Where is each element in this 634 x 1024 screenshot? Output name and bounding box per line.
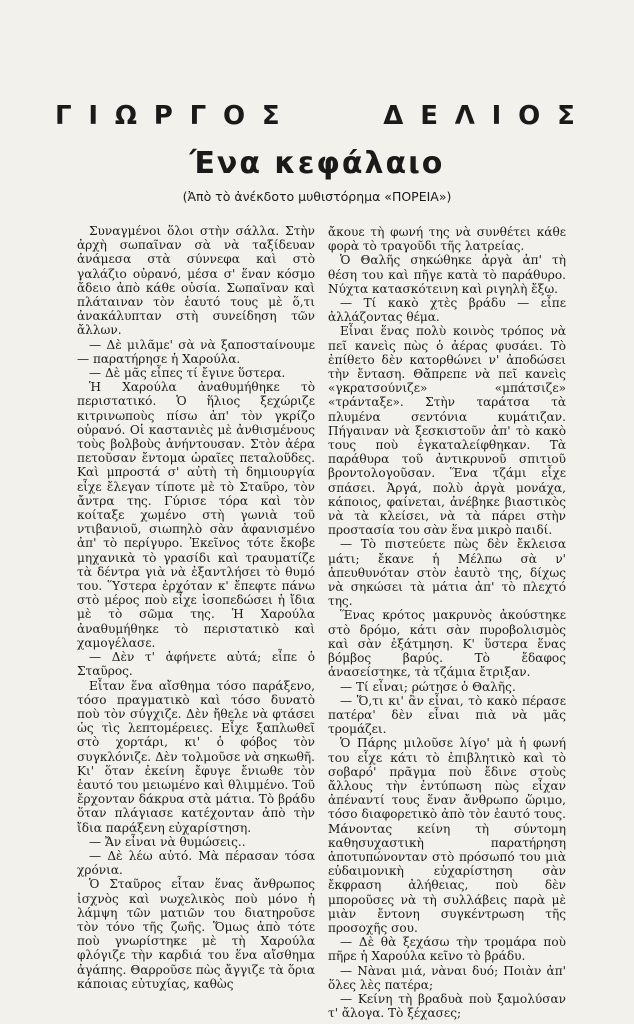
- paragraph: — Ἄν εἶναι νὰ θυμώσεις..: [89, 834, 246, 849]
- author-letter: Ρ: [153, 101, 173, 131]
- paragraph: Συναγμένοι ὅλοι στὴν σάλλα. Στὴν ἀρχὴ σωπαῖναν σὰ νὰ ταξίδευαν ἀνάμεσα στὰ σύννεφα καὶ στὸ γαλάζιο οὐρανό, μέσα σ' ἕναν κόσμο ἄδειο ἀπὸ κάθε οὐσία. Σωπαῖναν καὶ πλάταιναν τὸν ἑαυτό τους μὲ ὅ,τι ἀνακάλυπταν στὴ συνείδηση τῶν ἄλλων.: [77, 224, 315, 338]
- author-letter: Δ: [383, 101, 404, 131]
- paragraph: Ὁ Θαλῆς σηκώθηκε ἀργὰ ἀπ' τὴ θέση του καὶ πῆγε κατὰ τὸ παράθυρο. Νύχτα κατασκότεινη καὶ ριγηλὴ ἔξω.: [328, 253, 566, 296]
- paragraph: ἄκουε τὴ φωνή της νὰ συνθέτει κάθε φορὰ τὸ τραγοῦδι τῆς λατρείας.: [328, 225, 566, 254]
- paragraph: — Νὰναι μιά, νὰναι δυό; Ποιὰν ἀπ' ὅλες λὲς πατέρα;: [328, 963, 566, 992]
- paragraph: Εἶναι ἕνας πολὺ κοινὸς τρόπος νὰ πεῖ κανεὶς πὼς ὁ ἀέρας φυσάει. Τὸ ἐπίθετο δὲν κατορθώνει ν' ἀποδώσει τὴν ἔνταση. Θἄπρεπε νὰ πεῖ κανεὶς «γκρατσούνιζε» «μπάτσιζε» «τράνταξε». Στὴν ταράτσα τὰ πλυμένα σεντόνια κυμάτιζαν. Πήγαιναν νὰ ξεσκιστοῦν ἀπ' τὸ κακὸ τους ποὺ ἐγκαταλείφθηκαν. Τὰ παράθυρα τοῦ ἀντικρυνοῦ σπιτιοῦ βροντολογοῦσαν. Ἕνα τζάμι εἶχε σπάσει. Ἀργά, πολὺ ἀργὰ μονάχα, κάποιος, φαίνεται, ἀνέβηκε βιαστικὸς νὰ τὰ κλείσει, νὰ τὰ πάρει στὴν προστασία του σὰν ἕνα μικρὸ παιδί.: [328, 324, 566, 538]
- author-letter: Σ: [261, 101, 280, 131]
- paragraph: Εἶταν ἕνα αἴσθημα τόσο παράξενο, τόσο πραγματικὸ καὶ τόσο δυνατὸ ποὺ τὸν σύγχιζε. Δὲν ἤθελε νὰ φτάσει ὡς τὶς λεπτομέρειες. Εἶχε ξαπλωθεῖ στὸ χορτάρι, κι' ὁ φόβος τὸν συγκλόνιζε. Δὲν τολμοῦσε νὰ σηκωθῆ. Κι' ὅταν ἐκείνη ἔφυγε ἔνιωθε τὸν ἑαυτό του μειωμένο καὶ θλιμμένο. Τοῦ ἔρχονταν δάκρυα στὰ μάτια. Τὸ βράδυ ὅταν πλάγιασε κατέχονταν ἀπὸ τὴν ἴδια παράξενη εὐχαρίστηση.: [77, 678, 315, 835]
- author-name: [55, 101, 575, 131]
- author-letter: Ε: [420, 101, 438, 131]
- paragraph: — Δὲ λέω αὐτό. Μὰ πέρασαν τόσα χρόνια.: [77, 848, 315, 878]
- paragraph: — Τί κακὸ χτὲς βράδυ — εἶπε ἀλλάζοντας θέμα.: [328, 296, 566, 325]
- author-letter: Λ: [454, 101, 475, 131]
- paragraph: — Δὲ μιλᾶμε' σὰ νὰ ξαποσταίνουμε— παρατήρησε ἡ Χαρούλα.: [77, 337, 315, 366]
- author-letter: Ι: [88, 101, 99, 131]
- author-letter: Ι: [491, 101, 502, 131]
- paragraph: — Τί εἶναι; ρώτησε ὁ Θαλῆς.: [340, 679, 516, 694]
- paragraph: — Κείνη τὴ βραδυὰ ποὺ ξαμολύσαν τ' ἄλογα. Τὸ ξέχασες;: [328, 991, 566, 1021]
- author-letter: Ο: [223, 101, 246, 131]
- paragraph: — Δὲ μᾶς εἶπες τί ἔγινε ὕστερα.: [89, 366, 286, 381]
- author-letter: Γ: [189, 101, 207, 131]
- author-letter: Γ: [55, 101, 72, 131]
- author-letter: Σ: [557, 101, 575, 131]
- author-letter: Ω: [114, 101, 137, 131]
- paragraph: — Ὅ,τι κι' ἂν εἶναι, τὸ κακὸ πέρασε πατέρα' δὲν εἶναι πιὰ νὰ μᾶς τρομάζει.: [328, 693, 566, 737]
- paragraph: Ἕνας κρότος μακρυνὸς ἀκούστηκε στὸ δρόμο, κάτι σὰν πυροβολισμὸς καὶ σὰν ἐξάτμηση. Κ' ὕστερα ἕνας βόμβος βαρύς. Τὸ ἔδαφος ἀνασείστηκε, τὰ τζάμια ἔτριξαν.: [328, 608, 566, 680]
- paragraph: Ὁ Πάρης μιλοῦσε λίγο' μὰ ἡ φωνή του εἶχε κάτι τὸ ἐπιβλητικὸ καὶ τὸ σοβαρό' πρᾶγμα ποὺ ἔδινε στοὺς ἄλλους τὴν ἐντύπωση πὼς εἶχαν ἀπέναντί τους ἕναν ἄνθρωπο ὥριμο, τόσο διαφορετικὸ ἀπὸ τὸν ἑαυτό τους. Μάνοντας κείνη τὴ σύντομη καθησυχαστικὴ παρατήρηση ἀποτυπώνονταν στὸ πρόσωπό του μιὰ εὐδαιμονικὴ εὐχαρίστηση σὰν ἔκφραση ἀλήθειας, ποὺ δὲν μποροῦσες νὰ τὴ συλλάβεις παρὰ μὲ μιὰν ἔντονη συγκέντρωση τῆς προσοχῆς σου.: [328, 736, 566, 935]
- paragraph: — Δὲ θὰ ξεχάσω τὴν τρομάρα ποὺ πῆρε ἡ Χαρούλα κεῖνο τὸ βράδυ.: [328, 935, 566, 964]
- paragraph: Ὁ Σταῦρος εἶταν ἕνας ἄνθρωπος ἰσχνὸς καὶ νωχελικὸς ποὺ μόνο ἡ λάμψη τῶν ματιῶν του διατηροῦσε τὸν τόνο τῆς ζωῆς. Ὅμως ἀπὸ τότε ποὺ γνωρίστηκε μὲ τὴ Χαρούλα φλόγιζε τὴν καρδιά του ἕνα αἴσθημα ἀγάπης. Θαρροῦσε πὼς ἄγγιζε τὰ ὅρια κάποιας εὐτυχίας, καθὼς: [77, 877, 315, 991]
- left-column: [77, 224, 315, 991]
- author-letter: Ο: [518, 101, 541, 131]
- paragraph: Ἡ Χαρούλα ἀναθυμήθηκε τὸ περιστατικό. Ὁ ἥλιος ξεχώριζε κιτρινωποὺς πίσω ἀπ' τὸν γκρίζο οὐρανό. Οἱ καστανιὲς μὲ ἀνθισμένους τοὺς βολβοὺς ἀνήντουσαν. Στὸν ἀέρα πετοῦσαν ἔντομα ὡραῖες πεταλοῦδες. Καὶ μπροστά σ' αὐτὴ τὴ δημιουργία εἶχε ἔλεγαν τίποτε μὲ τὸ Σταῦρο, τὸν ἄντρα της. Γύρισε τόρα καὶ τὸν κοίταξε χωμένο στὴ γωνιὰ τοῦ ντιβανιοῦ, σιωπηλὸ σὰν ἀφανισμένο ἀπ' τὸ περίγυρο. Ἐκεῖνος τότε ἔκοβε μηχανικὰ τὸ γρασίδι καὶ τραυματίζε τὰ δέντρα γιὰ νὰ ἐξαντλήσει τὸ θυμό του. Ὕστερα ἐρχόταν κ' ἔπεφτε πάνω στὸ μέρος ποὺ εἶχε ἰσοπεδώσει ἡ ἴδια μὲ τὸ σῶμα της. Ἡ Χαρούλα ἀναθυμήθηκε τὸ περιστατικὸ καὶ χαμογέλασε.: [77, 380, 315, 650]
- chapter-subtitle: (Ἀπὸ τὸ ἀνέκδοτο μυθιστόρημα «ΠΟΡΕΙΑ»): [182, 189, 452, 204]
- paragraph: — Τὸ πιστεύετε πὼς δὲν ἔκλεισα μάτι; ἔκανε ἡ Μέλπω σὰ ν' ἀπευθυνόταν στὸν ἑαυτὸ της, δίχως νὰ σηκώσει τὰ μάτια ἀπ' τὸ πλεχτό της.: [328, 537, 566, 609]
- paragraph: — Δὲν τ' ἀφήνετε αὐτά; εἶπε ὁ Σταῦρος.: [77, 650, 315, 679]
- right-column: [328, 225, 566, 1020]
- chapter-title: Ένα κεφάλαιο: [189, 146, 445, 181]
